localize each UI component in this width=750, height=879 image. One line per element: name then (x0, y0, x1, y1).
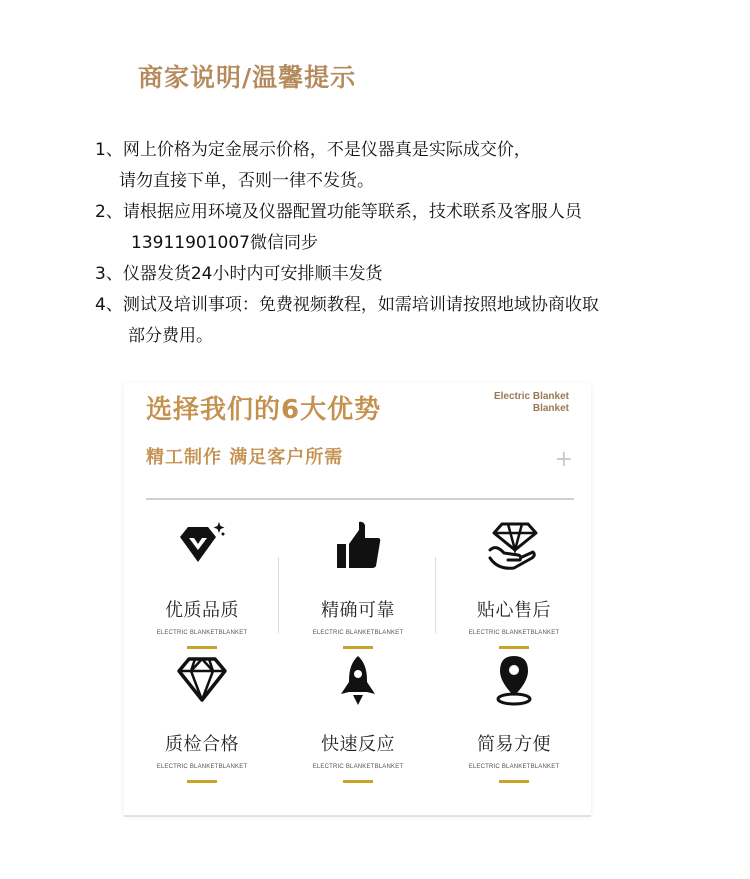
accent-bar (499, 646, 529, 649)
advantage-label: 贴心售后 (477, 600, 551, 621)
advantage-item (436, 654, 592, 784)
heart-diamond-icon (176, 520, 228, 572)
advantage-label: 质检合格 (165, 734, 239, 755)
location-pin-icon (488, 654, 540, 706)
rocket-icon (332, 654, 384, 706)
advantage-item (124, 654, 280, 784)
advantage-label: 精确可靠 (321, 600, 395, 621)
notice-list (95, 135, 715, 352)
panel-bottom-edge (124, 815, 591, 817)
advantage-label: 简易方便 (477, 734, 551, 755)
accent-bar (343, 780, 373, 783)
notice-line-4-cont: 部分费用。 (128, 326, 213, 346)
notice-line-1-cont: 请勿直接下单，否则一律不发货。 (119, 171, 374, 191)
accent-bar (499, 780, 529, 783)
advantage-item (280, 654, 436, 784)
accent-bar (187, 780, 217, 783)
accent-bar (343, 646, 373, 649)
divider (146, 498, 574, 500)
notice-line-3: 3、仪器发货24小时内可安排顺丰发货 (95, 264, 383, 284)
advantage-label: 优质品质 (165, 600, 239, 621)
advantages-subline: 精工制作 满足客户所需 (146, 447, 344, 468)
advantage-sub: ELECTRIC BLANKETBLANKET (156, 630, 248, 636)
advantage-sub: ELECTRIC BLANKETBLANKET (156, 764, 248, 770)
advantage-item (280, 520, 436, 650)
advantage-sub: ELECTRIC BLANKETBLANKET (468, 764, 560, 770)
notice-line-2: 2、请根据应用环境及仪器配置功能等联系，技术联系及客服人员 (95, 202, 582, 222)
advantage-sub: ELECTRIC BLANKETBLANKET (312, 764, 404, 770)
advantages-headline: 选择我们的6大优势 (146, 395, 382, 425)
advantage-sub: ELECTRIC BLANKETBLANKET (468, 630, 560, 636)
advantages-panel (124, 383, 591, 815)
advantage-item (436, 520, 592, 650)
diamond-icon (176, 654, 228, 706)
accent-bar (187, 646, 217, 649)
advantage-item (124, 520, 280, 650)
hand-diamond-icon (488, 520, 540, 572)
advantage-label: 快速反应 (321, 734, 395, 755)
notice-line-2-cont: 13911901007微信同步 (131, 233, 318, 253)
brand-text (494, 391, 569, 415)
brand-line-2: Blanket (532, 403, 569, 414)
thumbs-up-icon (332, 520, 384, 572)
notice-title: 商家说明/温馨提示 (138, 63, 357, 92)
notice-line-4: 4、测试及培训事项：免费视频教程，如需培训请按照地域协商收取 (95, 295, 599, 315)
advantage-sub: ELECTRIC BLANKETBLANKET (312, 630, 404, 636)
plus-icon[interactable]: + (554, 447, 573, 472)
brand-line-1: Electric Blanket (493, 391, 569, 402)
notice-line-1: 1、网上价格为定金展示价格，不是仪器真是实际成交价， (95, 140, 531, 160)
